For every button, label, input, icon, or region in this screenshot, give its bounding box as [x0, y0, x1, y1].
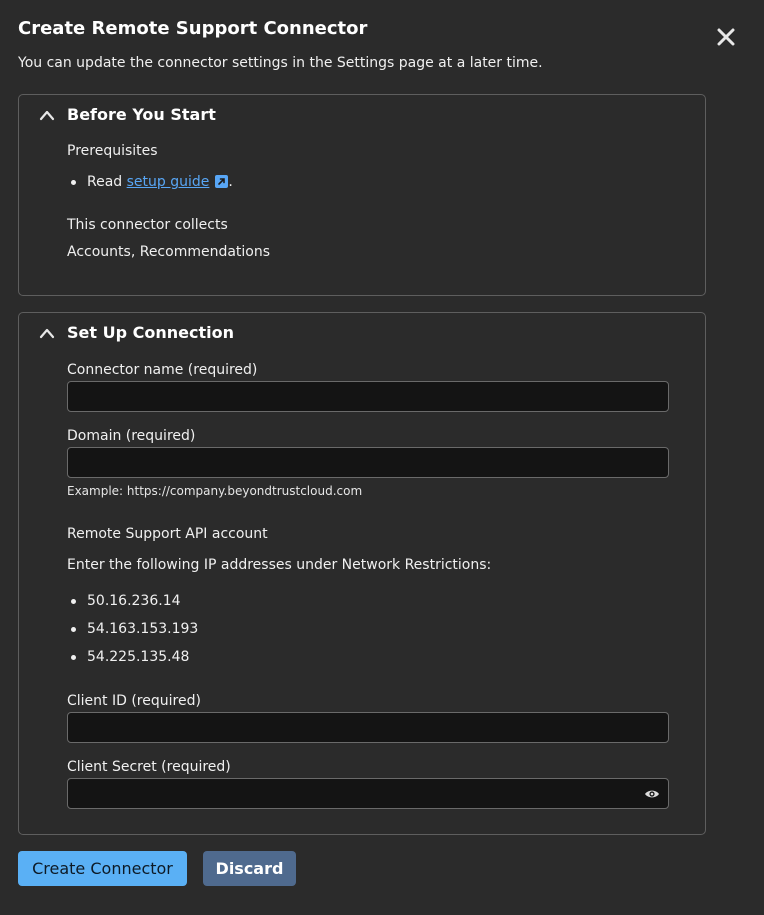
read-text: Read [87, 174, 123, 190]
client-secret-input[interactable] [67, 778, 669, 809]
close-button[interactable] [713, 24, 739, 50]
dialog-subtitle: You can update the connector settings in the Settings page at a later time. [18, 55, 543, 71]
bullet [71, 627, 76, 632]
ip-address-item: 54.225.135.48 [87, 649, 190, 665]
chevron-up-icon [39, 327, 55, 339]
close-icon [717, 28, 735, 46]
collects-label: This connector collects [67, 217, 228, 233]
prerequisite-item [87, 174, 233, 190]
chevron-up-icon [39, 109, 55, 121]
prerequisites-label: Prerequisites [67, 143, 158, 159]
bullet [71, 599, 76, 604]
setup-connection-title: Set Up Connection [67, 323, 234, 342]
ip-instruction: Enter the following IP addresses under Network Restrictions: [67, 557, 492, 573]
collects-value: Accounts, Recommendations [67, 244, 271, 260]
api-account-label: Remote Support API account [67, 526, 268, 542]
external-link-icon[interactable] [215, 175, 228, 188]
domain-hint: Example: https://company.beyondtrustcloud.com [67, 484, 363, 498]
setup-guide-link[interactable]: setup guide [126, 174, 210, 190]
bullet [71, 655, 76, 660]
discard-button[interactable]: Discard [203, 851, 296, 886]
domain-label: Domain (required) [67, 428, 196, 444]
dialog-title: Create Remote Support Connector [18, 18, 368, 39]
before-you-start-header[interactable] [19, 95, 705, 137]
domain-input[interactable] [67, 447, 669, 478]
setup-connection-header[interactable] [19, 313, 705, 355]
client-id-input[interactable] [67, 712, 669, 743]
ip-address-item: 50.16.236.14 [87, 593, 181, 609]
before-you-start-title: Before You Start [67, 105, 216, 124]
before-you-start-section [18, 94, 706, 296]
setup-connection-section [18, 312, 706, 835]
bullet [71, 180, 76, 185]
eye-icon[interactable] [644, 787, 660, 801]
connector-name-input[interactable] [67, 381, 669, 412]
create-connector-button[interactable]: Create Connector [18, 851, 187, 886]
read-suffix: . [228, 174, 233, 190]
ip-address-item: 54.163.153.193 [87, 621, 199, 637]
client-secret-label: Client Secret (required) [67, 759, 231, 775]
connector-name-label: Connector name (required) [67, 362, 258, 378]
client-id-label: Client ID (required) [67, 693, 201, 709]
